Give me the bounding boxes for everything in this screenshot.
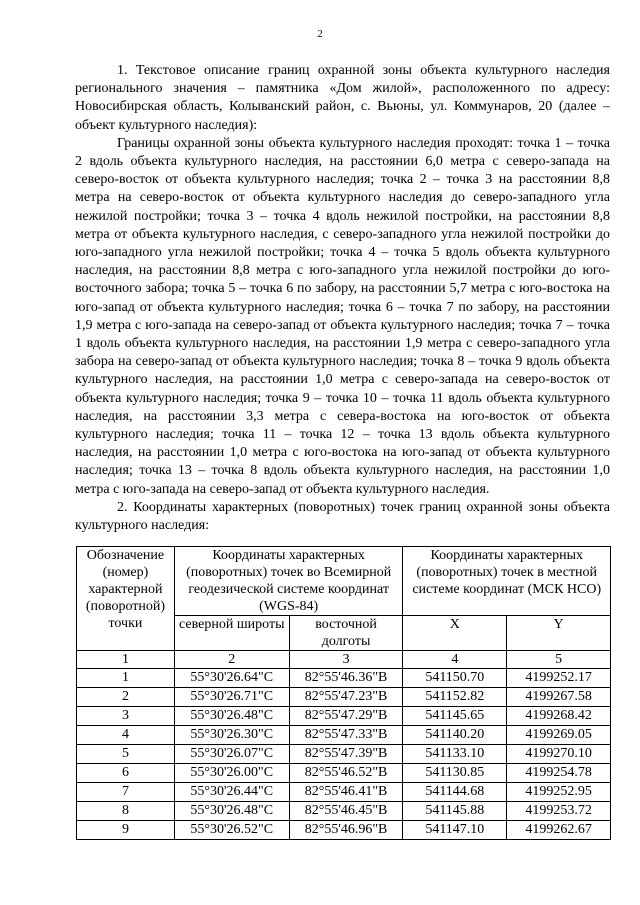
column-index: 3 xyxy=(289,651,403,669)
latitude-cell: 55°30'26.44"С xyxy=(174,783,289,802)
point-number: 5 xyxy=(77,745,175,764)
column-index: 5 xyxy=(507,651,611,669)
table-row xyxy=(77,802,611,821)
longitude-cell: 82°55'47.29"В xyxy=(289,707,403,726)
table-row xyxy=(77,669,611,688)
latitude-cell: 55°30'26.07"С xyxy=(174,745,289,764)
y-cell: 4199252.17 xyxy=(507,669,611,688)
header-point-number: Обозначение (номер) характерной (поворотной) точки xyxy=(77,547,175,651)
x-cell: 541133.10 xyxy=(403,745,507,764)
coordinates-table xyxy=(76,546,611,840)
column-index-row xyxy=(77,651,611,669)
paragraph-3: 2. Координаты характерных (поворотных) точек границ охранной зоны объекта культурного наследия: xyxy=(75,499,610,534)
latitude-cell: 55°30'26.48"С xyxy=(174,707,289,726)
header-local-system: Координаты характерных (поворотных) точек в местной системе координат (МСК НСО) xyxy=(403,547,611,616)
point-number: 4 xyxy=(77,726,175,745)
header-longitude: восточной долготы xyxy=(289,616,403,651)
longitude-cell: 82°55'46.36"В xyxy=(289,669,403,688)
point-number: 8 xyxy=(77,802,175,821)
point-number: 2 xyxy=(77,688,175,707)
x-cell: 541140.20 xyxy=(403,726,507,745)
x-cell: 541152.82 xyxy=(403,688,507,707)
latitude-cell: 55°30'26.71"С xyxy=(174,688,289,707)
latitude-cell: 55°30'26.00"С xyxy=(174,764,289,783)
longitude-cell: 82°55'46.96"В xyxy=(289,821,403,840)
x-cell: 541150.70 xyxy=(403,669,507,688)
paragraph-2: Границы охранной зоны объекта культурного наследия проходят: точка 1 – точка 2 вдоль объекта культурного наследия, на расстоянии 6,0 метра с северо-запада на северо-восток от объекта культурного наследия; точка 2 – точка 3 на расстоянии 8,8 метра на северо-восток от объекта культурного наследия до северо-западного угла нежилой постройки; точка 3 – точка 4 вдоль нежилой постройки, на расстоянии 8,8 метра от объекта культурного наследия, с северо-западного угла нежилой постройки до юго-западного угла нежилой постройки; точка 4 – точка 5 вдоль объекта культурного наследия, на расстоянии 8,8 метра с юго-западного угла нежилой постройки до юго-восточного забора; точка 5 – точка 6 по забору, на расстоянии 5,7 метра с юго-востока на юго-запад от объекта культурного наследия; точка 6 – точка 7 по забору, на расстоянии 1,9 метра с юго-запада на северо-запад от объекта культурного наследия; точка 7 – точка 1 вдоль объекта культурного наследия, на расстоянии 1,9 метра с северо-западного угла забора на северо-запад от объекта культурного наследия; точка 8 – точка 9 вдоль объекта культурного наследия, на расстоянии 1,0 метра с северо-запада на северо-восток от объекта культурного наследия; точка 9 – точка 10 – точка 11 вдоль объекта культурного наследия, на расстоянии 3,3 метра с севера-востока на юго-восток от объекта культурного наследия; точка 11 – точка 12 – точка 13 вдоль объекта культурного наследия, на расстоянии 1,0 метра с юго-востока на юго-запад от объекта культурного наследия; точка 13 – точка 8 вдоль объекта культурного наследия, на расстоянии 1,0 метра с юго-запада на северо-запад от объекта культурного наследия. xyxy=(75,135,610,497)
longitude-cell: 82°55'47.23"В xyxy=(289,688,403,707)
point-number: 7 xyxy=(77,783,175,802)
x-cell: 541130.85 xyxy=(403,764,507,783)
latitude-cell: 55°30'26.64"С xyxy=(174,669,289,688)
x-cell: 541144.68 xyxy=(403,783,507,802)
table-row xyxy=(77,764,611,783)
longitude-cell: 82°55'47.33"В xyxy=(289,726,403,745)
longitude-cell: 82°55'46.52"В xyxy=(289,764,403,783)
paragraph-1: 1. Текстовое описание границ охранной зоны объекта культурного наследия регионального значения – памятника «Дом жилой», расположенного по адресу: Новосибирская область, Колыванский район, с. Вьюны, ул. Коммунаров, 20 (далее – объект культурного наследия): xyxy=(75,63,610,133)
point-number: 6 xyxy=(77,764,175,783)
table-row xyxy=(77,726,611,745)
table-row xyxy=(77,821,611,840)
column-index: 4 xyxy=(403,651,507,669)
column-index: 1 xyxy=(77,651,175,669)
y-cell: 4199253.72 xyxy=(507,802,611,821)
header-x: X xyxy=(403,616,507,651)
y-cell: 4199268.42 xyxy=(507,707,611,726)
header-wgs84: Координаты характерных (поворотных) точек во Всемирной геодезической системе координат (WGS-84) xyxy=(174,547,403,616)
table-row xyxy=(77,745,611,764)
document-body xyxy=(75,62,610,535)
longitude-cell: 82°55'46.41"В xyxy=(289,783,403,802)
y-cell: 4199270.10 xyxy=(507,745,611,764)
point-number: 3 xyxy=(77,707,175,726)
x-cell: 541147.10 xyxy=(403,821,507,840)
header-latitude: северной широты xyxy=(174,616,289,651)
x-cell: 541145.65 xyxy=(403,707,507,726)
table-row xyxy=(77,707,611,726)
y-cell: 4199262.67 xyxy=(507,821,611,840)
latitude-cell: 55°30'26.52"С xyxy=(174,821,289,840)
y-cell: 4199252.95 xyxy=(507,783,611,802)
table-row xyxy=(77,783,611,802)
latitude-cell: 55°30'26.30"С xyxy=(174,726,289,745)
table-row xyxy=(77,688,611,707)
y-cell: 4199269.05 xyxy=(507,726,611,745)
column-index: 2 xyxy=(174,651,289,669)
header-y: Y xyxy=(507,616,611,651)
x-cell: 541145.88 xyxy=(403,802,507,821)
table-header-row xyxy=(77,547,611,616)
point-number: 9 xyxy=(77,821,175,840)
y-cell: 4199267.58 xyxy=(507,688,611,707)
y-cell: 4199254.78 xyxy=(507,764,611,783)
point-number: 1 xyxy=(77,669,175,688)
page-number: 2 xyxy=(317,28,323,40)
longitude-cell: 82°55'46.45"В xyxy=(289,802,403,821)
longitude-cell: 82°55'47.39"В xyxy=(289,745,403,764)
latitude-cell: 55°30'26.48"С xyxy=(174,802,289,821)
